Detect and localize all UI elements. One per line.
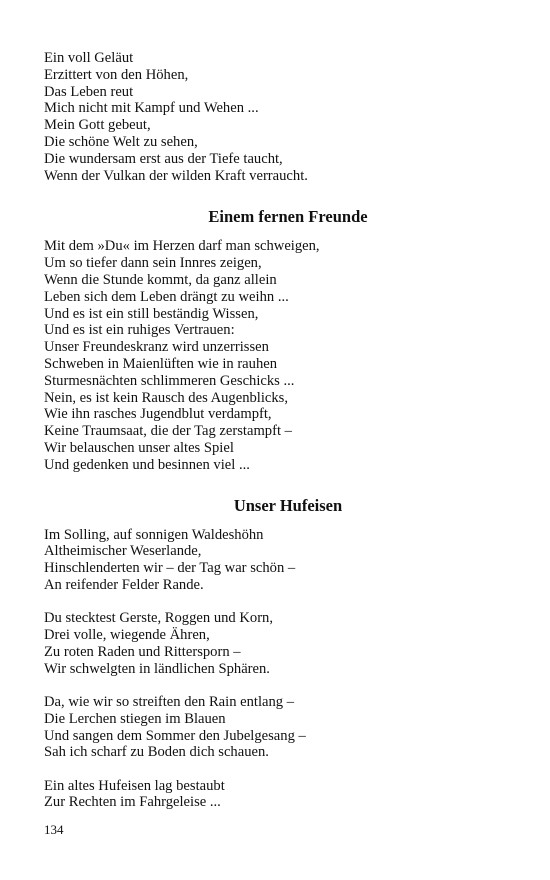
page-body [44,50,514,811]
poem-line: Ein voll Geläut [44,50,134,66]
poem-line: Drei volle, wiegende Ähren, [44,627,210,644]
poem-line: An reifender Felder Rande. [44,576,204,593]
poem-line: Die schöne Welt zu sehen, [44,133,198,150]
poem-stanza [44,694,514,761]
page-number: 134 [44,822,64,837]
poem-title: Einem fernen Freunde [208,207,368,227]
poem-line: Im Solling, auf sonnigen Waldeshöhn [44,526,264,543]
poem-title: Unser Hufeisen [233,495,343,515]
poem-line: Erzittert von den Höhen, [44,66,189,83]
poem-continuation [44,50,514,184]
poem-line: Schweben in Maienlüften wie in rauhen [44,355,278,372]
poem-stanza [44,778,514,812]
poem-line: Die wundersam erst aus der Tiefe taucht, [44,150,283,167]
poem-line: Mein Gott gebeut, [44,117,151,134]
poem-line: Um so tiefer dann sein Innres zeigen, [44,255,262,272]
poem-line: Wir schwelgten in ländlichen Sphären. [44,660,270,677]
poem-line: Da, wie wir so streiften den Rain entlang – [44,693,295,710]
poem-stanza [44,610,514,677]
poem-line: Wir belauschen unser altes Spiel [44,439,234,456]
poem-line: Wenn der Vulkan der wilden Kraft verraucht. [44,167,308,184]
poem-line: Nein, es ist kein Rausch des Augenblicks, [44,389,289,406]
poem-line: Keine Traumsaat, die der Tag zerstampft – [44,423,292,440]
poem-line: Sah ich scharf zu Boden dich schauen. [44,744,269,761]
poem-line: Zur Rechten im Fahrgeleise ... [44,794,221,811]
poem-line: Die Lerchen stiegen im Blauen [44,710,226,727]
poem-line: Und gedenken und besinnen viel ... [44,456,250,473]
poem-line: Wie ihn rasches Jugendblut verdampft, [44,406,272,423]
poem-line: Ein altes Hufeisen lag bestaubt [44,777,225,794]
poem-stanza [44,238,514,473]
poem-line: Zu roten Raden und Rittersporn – [44,643,241,660]
poem-line: Das Leben reut [44,83,134,100]
poem-line: Du stecktest Gerste, Roggen und Korn, [44,610,273,627]
poem-line: Sturmesnächten schlimmeren Geschicks ... [44,372,295,389]
poem-line: Leben sich dem Leben drängt zu weihn ... [44,288,289,305]
poem-line: Wenn die Stunde kommt, da ganz allein [44,271,277,288]
poem-line: Und es ist ein still beständig Wissen, [44,305,259,322]
poem-line: Und sangen dem Sommer den Jubelgesang – [44,727,306,744]
poem-stanza [44,527,514,594]
poem-line: Mit dem »Du« im Herzen darf man schweigen, [44,238,320,255]
poem-line: Unser Freundeskranz wird unzerrissen [44,339,269,356]
poem-line: Altheimischer Weserlande, [44,543,202,560]
poem-line: Mich nicht mit Kampf und Wehen ... [44,100,259,117]
poem-line: Und es ist ein ruhiges Vertrauen: [44,322,235,339]
poem-line: Hinschlenderten wir – der Tag war schön – [44,560,296,577]
